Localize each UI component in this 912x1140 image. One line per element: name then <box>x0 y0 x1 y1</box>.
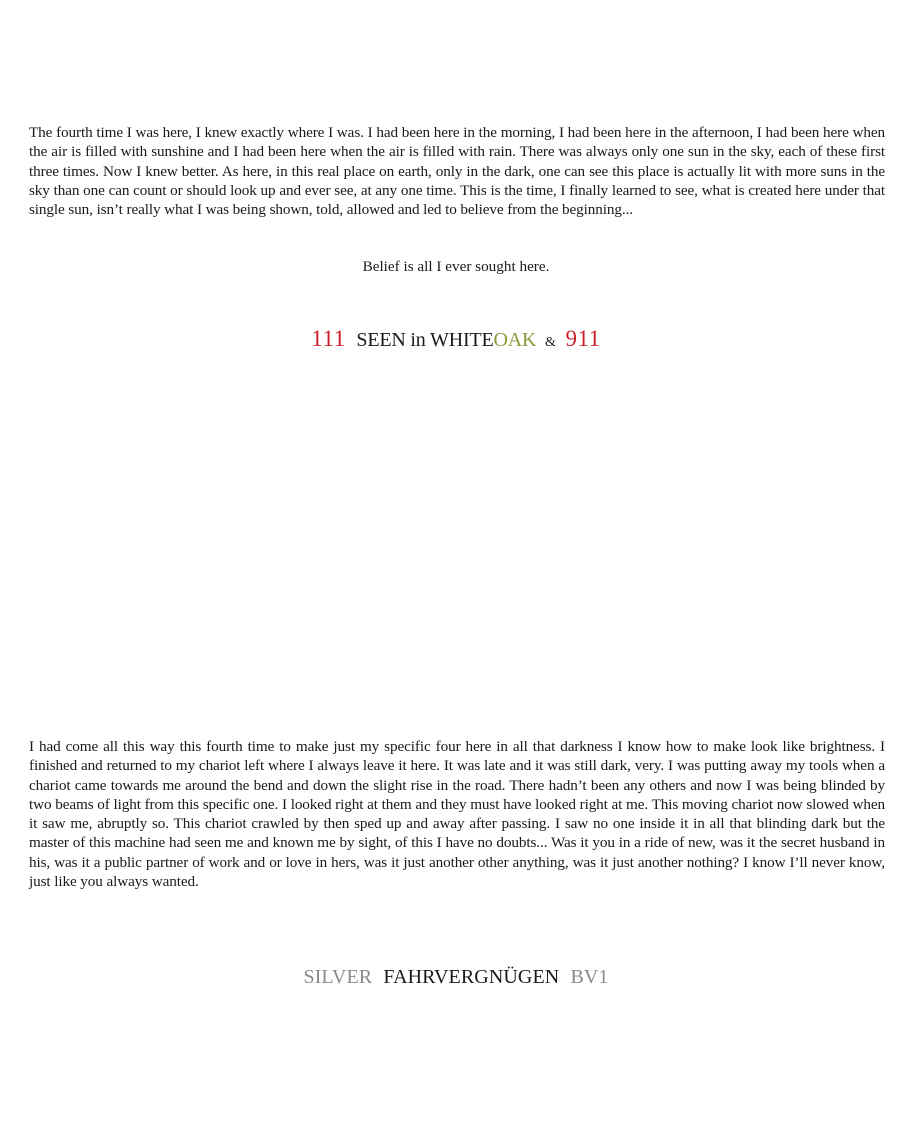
title-word-seen: SEEN <box>356 329 406 351</box>
title-word-fahrvergnuegen: FAHRVERGNÜGEN <box>383 966 560 988</box>
title-word-oak: OAK <box>493 329 537 351</box>
title-silver-fahrvergnuegen <box>0 964 912 990</box>
title-ampersand: & <box>545 335 556 350</box>
body-paragraph-1: The fourth time I was here, I knew exactly where I was. I had been here in the morning, I had been here in the afternoon, I had been here when the air is filled with sunshine and I had been here when the air is filled with rain. There was always only one sun in the sky, each of these first three times. Now I knew better. As here, in this real place on earth, only in the dark, one can see this place is actually lit with more suns in the sky than one can count or should look up and ever see, at any one time. This is the time, I finally learned to see, what is created here under that single sun, isn’t really what I was being shown, told, allowed and led to believe from the beginning... <box>29 124 885 219</box>
belief-line: Belief is all I ever sought here. <box>362 258 550 275</box>
title-word-white: WHITE <box>430 329 494 351</box>
title-word-in: in <box>410 329 426 351</box>
title-word-bv: BV1 <box>570 966 609 988</box>
title-word-silver: SILVER <box>303 966 373 988</box>
title-number-left: 111 <box>311 326 346 351</box>
title-number-right: 911 <box>565 326 601 351</box>
body-paragraph-2: I had come all this way this fourth time to make just my specific four here in all that darkness I know how to make look like brightness. I finished and returned to my chariot left where I always leave it here. It was late and it was still dark, very. I was putting away my tools when a chariot came towards me around the bend and down the slight rise in the road. There hadn’t been any others and now I was being blinded by two beams of light from this specific one. I looked right at them and they must have looked right at me. This moving chariot now slowed when it saw me, abruptly so. This chariot crawled by then sped up and away after passing. I saw no one inside it in all that blinding dark but the master of this machine had seen me and known me by sight, of this I have no doubts... Was it you in a ride of new, was it the secret husband in his, was it a public partner of work and or love in hers, was it just another other anything, was it just another nothing? I know I’ll never know, just like you always wanted. <box>29 738 885 891</box>
title-seen-in-white-oak <box>0 326 912 356</box>
